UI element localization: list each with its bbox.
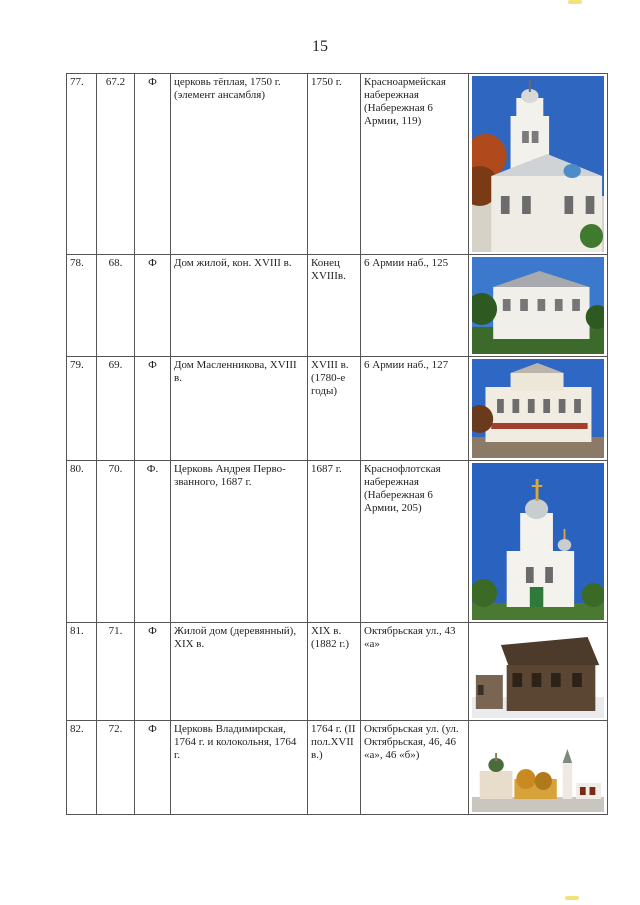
table-row xyxy=(67,255,608,357)
object-address: 6 Армии наб., 127 xyxy=(361,357,469,461)
category: Ф xyxy=(135,623,171,721)
object-name: Жилой дом (деревянный), XIX в. xyxy=(171,623,308,721)
table-row xyxy=(67,461,608,623)
row-number: 80. xyxy=(67,461,97,623)
vladimir-church-photo xyxy=(472,723,604,812)
church-belltower-photo xyxy=(472,76,604,252)
row-number: 81. xyxy=(67,623,97,721)
row-number: 79. xyxy=(67,357,97,461)
object-date: XIX в. (1882 г.) xyxy=(308,623,361,721)
sub-number: 71. xyxy=(97,623,135,721)
sub-number: 70. xyxy=(97,461,135,623)
object-name: Церковь Андрея Перво-званного, 1687 г. xyxy=(171,461,308,623)
object-name: Дом Масленникова, XVIII в. xyxy=(171,357,308,461)
object-name: Дом жилой, кон. XVIII в. xyxy=(171,255,308,357)
object-address: 6 Армии наб., 125 xyxy=(361,255,469,357)
house-photo xyxy=(472,257,604,354)
object-date: 1687 г. xyxy=(308,461,361,623)
object-date: XVIII в. (1780-е годы) xyxy=(308,357,361,461)
table-row xyxy=(67,74,608,255)
sub-number: 68. xyxy=(97,255,135,357)
category: Ф xyxy=(135,255,171,357)
page-number: 15 xyxy=(312,38,328,55)
object-address: Красноармейская набережная (Набережная 6 Армии, 119) xyxy=(361,74,469,255)
object-address: Октябрьская ул. (ул. Октябрьская, 46, 46 «а», 46 «б») xyxy=(361,721,469,815)
category: Ф xyxy=(135,74,171,255)
sub-number: 72. xyxy=(97,721,135,815)
table-row xyxy=(67,357,608,461)
sub-number: 67.2 xyxy=(97,74,135,255)
st-andrew-church-photo xyxy=(472,463,604,620)
object-address: Краснофлотская набережная (Набережная 6 Армии, 205) xyxy=(361,461,469,623)
object-date: 1764 г. (II пол.XVII в.) xyxy=(308,721,361,815)
table-row xyxy=(67,721,608,815)
object-name: церковь тёплая, 1750 г. (элемент ансамбля) xyxy=(171,74,308,255)
category: Ф. xyxy=(135,461,171,623)
object-date: 1750 г. xyxy=(308,74,361,255)
sub-number: 69. xyxy=(97,357,135,461)
scan-mark xyxy=(568,0,582,4)
table-row xyxy=(67,623,608,721)
maslennikov-house-photo xyxy=(472,359,604,458)
row-number: 78. xyxy=(67,255,97,357)
heritage-registry-table xyxy=(66,73,608,815)
object-date: Конец XVIIIв. xyxy=(308,255,361,357)
object-name: Церковь Владимирская, 1764 г. и колокольня, 1764 г. xyxy=(171,721,308,815)
scan-mark xyxy=(565,896,579,900)
row-number: 82. xyxy=(67,721,97,815)
category: Ф xyxy=(135,357,171,461)
category: Ф xyxy=(135,721,171,815)
wooden-house-photo xyxy=(472,625,604,718)
object-address: Октябрьская ул., 43 «а» xyxy=(361,623,469,721)
row-number: 77. xyxy=(67,74,97,255)
